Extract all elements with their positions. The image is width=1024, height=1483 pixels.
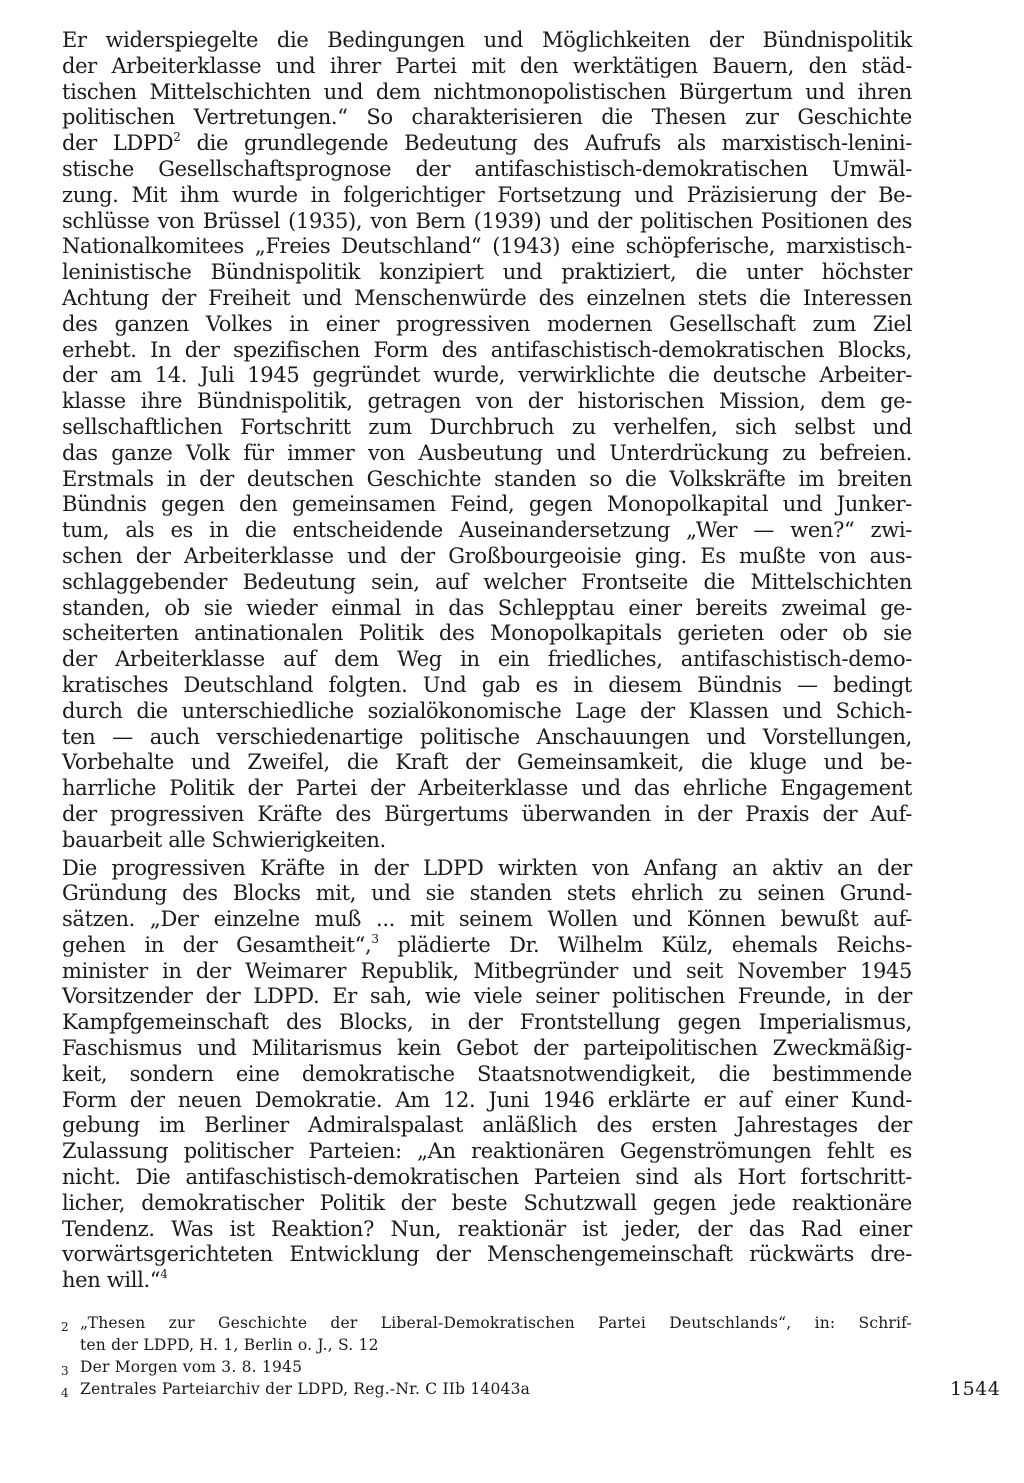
text-line: kratisches Deutschland folgten. Und gab es in diesem Bündnis — bedingt: [62, 672, 912, 697]
footnote-text: Zentrales Parteiarchiv der LDPD, Reg.-Nr. C IIb 14043a: [80, 1380, 531, 1398]
paragraph-2: [62, 856, 912, 1295]
page-number: 1544: [950, 1378, 1001, 1400]
text-line: Zulassung politischer Parteien: „An reaktionären Gegenströmungen fehlt es: [62, 1139, 912, 1164]
text-line: sellschaftlichen Fortschritt zum Durchbruch zu verhelfen, sich selbst und: [62, 414, 912, 439]
text-line: Die progressiven Kräfte in der LDPD wirkten von Anfang an aktiv an der: [62, 855, 912, 880]
text-line: durch die unterschiedliche sozialökonomische Lage der Klassen und Schich-: [62, 698, 912, 723]
text-line: gebung im Berliner Admiralspalast anläßlich des ersten Jahrestages der: [62, 1113, 912, 1138]
text-line: politischen Vertretungen.“ So charakterisieren die Thesen zur Geschichte: [62, 105, 912, 130]
footnote-marker[interactable]: 3: [371, 931, 379, 946]
footnote-number: 4: [61, 1386, 69, 1400]
text-line: zung. Mit ihm wurde in folgerichtiger Fortsetzung und Präzisierung der Be-: [62, 182, 912, 207]
text-line: Gründung des Blocks mit, und sie standen stets ehrlich zu seinen Grund-: [62, 881, 912, 906]
text-line: tum, als es in die entscheidende Auseinandersetzung „Wer — wen?“ zwi-: [62, 518, 912, 543]
footnote-number: 2: [61, 1320, 69, 1334]
text-line: leninistische Bündnispolitik konzipiert und praktiziert, die unter höchster: [62, 260, 912, 285]
text-line: Bündnis gegen den gemeinsamen Feind, gegen Monopolkapital und Junker-: [62, 492, 912, 517]
text-line: Tendenz. Was ist Reaktion? Nun, reaktionär ist jeder, der das Rad einer: [62, 1216, 912, 1241]
text-line: Er widerspiegelte die Bedingungen und Möglichkeiten der Bündnispolitik: [62, 28, 912, 52]
text-line: scheiterten antinationalen Politik des Monopolkapitals gerieten oder ob sie: [62, 621, 912, 646]
footnote-3: [61, 1356, 912, 1378]
text-line: erhebt. In der spezifischen Form des antifaschistisch-demokratischen Blocks,: [62, 337, 912, 362]
text-line: minister in der Weimarer Republik, Mitbegründer und seit November 1945: [62, 958, 912, 983]
text-line: Form der neuen Demokratie. Am 12. Juni 1946 erklärte er auf einer Kund-: [62, 1087, 912, 1112]
footnote-text: „Thesen zur Geschichte der Liberal-Demokratischen Partei Deutschlands“, in: Schrif-: [80, 1314, 912, 1332]
text-line: der progressiven Kräfte des Bürgertums überwanden in der Praxis der Auf-: [62, 801, 912, 826]
text-line: vorwärtsgerichteten Entwicklung der Menschengemeinschaft rückwärts dre-: [62, 1242, 912, 1267]
text-line: licher, demokratischer Politik der beste Schutzwall gegen jede reaktionäre: [62, 1190, 912, 1215]
footnote-marker[interactable]: 4: [160, 1267, 168, 1282]
document-body: [62, 28, 912, 1294]
text-line: der Arbeiterklasse und ihrer Partei mit den werktätigen Bauern, den städ-: [62, 53, 912, 78]
text-line: schlüsse von Brüssel (1935), von Bern (1939) und der politischen Positionen des: [62, 208, 912, 233]
text-segment: die grundlegende Bedeutung des Aufrufs als marxistisch-lenini-: [180, 131, 912, 156]
text-line: Erstmals in der deutschen Geschichte standen so die Volkskräfte im breiten: [62, 466, 912, 491]
text-line: Achtung der Freiheit und Menschenwürde des einzelnen stets die Interessen: [62, 285, 912, 310]
text-line: keit, sondern eine demokratische Staatsnotwendigkeit, die bestimmende: [62, 1061, 912, 1086]
text-line: schlaggebender Bedeutung sein, auf welcher Frontseite die Mittelschichten: [62, 569, 912, 594]
text-line: Vorbehalte und Zweifel, die Kraft der Gemeinsamkeit, die kluge und be-: [62, 750, 912, 775]
footnote-number: 3: [61, 1364, 69, 1378]
text-line: des ganzen Volkes in einer progressiven modernen Gesellschaft zum Ziel: [62, 311, 912, 336]
text-line: stische Gesellschaftsprognose der antifaschistisch-demokratischen Umwäl-: [62, 156, 912, 181]
footnote-text: ten der LDPD, H. 1, Berlin o. J., S. 12: [80, 1336, 379, 1354]
text-segment: gehen in der Gesamtheit“,: [62, 932, 372, 957]
text-line: bauarbeit alle Schwierigkeiten.: [62, 827, 386, 852]
text-line: das ganze Volk für immer von Ausbeutung und Unterdrückung zu befreien.: [62, 440, 912, 465]
text-line-with-footnote: [62, 131, 912, 157]
text-line: der am 14. Juli 1945 gegründet wurde, verwirklichte die deutsche Arbeiter-: [62, 363, 912, 388]
text-line: harrliche Politik der Partei der Arbeiterklasse und das ehrliche Engagement: [62, 776, 912, 801]
text-line: sätzen. „Der einzelne muß ... mit seinem Wollen und Können bewußt auf-: [62, 907, 912, 932]
text-line: tischen Mittelschichten und dem nichtmonopolistischen Bürgertum und ihren: [62, 79, 912, 104]
paragraph-1: [62, 28, 912, 854]
text-line: Kampfgemeinschaft des Blocks, in der Frontstellung gegen Imperialismus,: [62, 1010, 912, 1035]
footnote-text: Der Morgen vom 3. 8. 1945: [80, 1358, 303, 1376]
text-line: nicht. Die antifaschistisch-demokratischen Parteien sind als Hort fortschritt-: [62, 1165, 912, 1190]
text-line: schen der Arbeiterklasse und der Großbourgeoisie ging. Es mußte von aus-: [62, 543, 912, 568]
text-line-with-footnote: [62, 933, 912, 959]
text-line: klasse ihre Bündnispolitik, getragen von der historischen Mission, dem ge-: [62, 389, 912, 414]
footnote-2: [61, 1312, 912, 1356]
text-segment: hen will.“: [62, 1268, 161, 1293]
text-segment: der LDPD: [62, 131, 174, 156]
text-line-with-footnote: [62, 1268, 912, 1294]
footnote-4: [61, 1378, 912, 1400]
text-line: ten — auch verschiedenartige politische Anschauungen und Vorstellungen,: [62, 724, 912, 749]
text-line: standen, ob sie wieder einmal in das Schlepptau einer bereits zweimal ge-: [62, 595, 912, 620]
footnotes-section: [61, 1312, 912, 1400]
text-line: Nationalkomitees „Freies Deutschland“ (1943) eine schöpferische, marxistisch-: [62, 234, 912, 259]
footnote-marker[interactable]: 2: [173, 130, 181, 145]
text-line: der Arbeiterklasse auf dem Weg in ein friedliches, antifaschistisch-demo-: [62, 647, 912, 672]
text-line: Faschismus und Militarismus kein Gebot der parteipolitischen Zweckmäßig-: [62, 1036, 912, 1061]
text-segment: plädierte Dr. Wilhelm Külz, ehemals Reichs-: [378, 932, 912, 957]
text-line: Vorsitzender der LDPD. Er sah, wie viele seiner politischen Freunde, in der: [62, 984, 912, 1009]
